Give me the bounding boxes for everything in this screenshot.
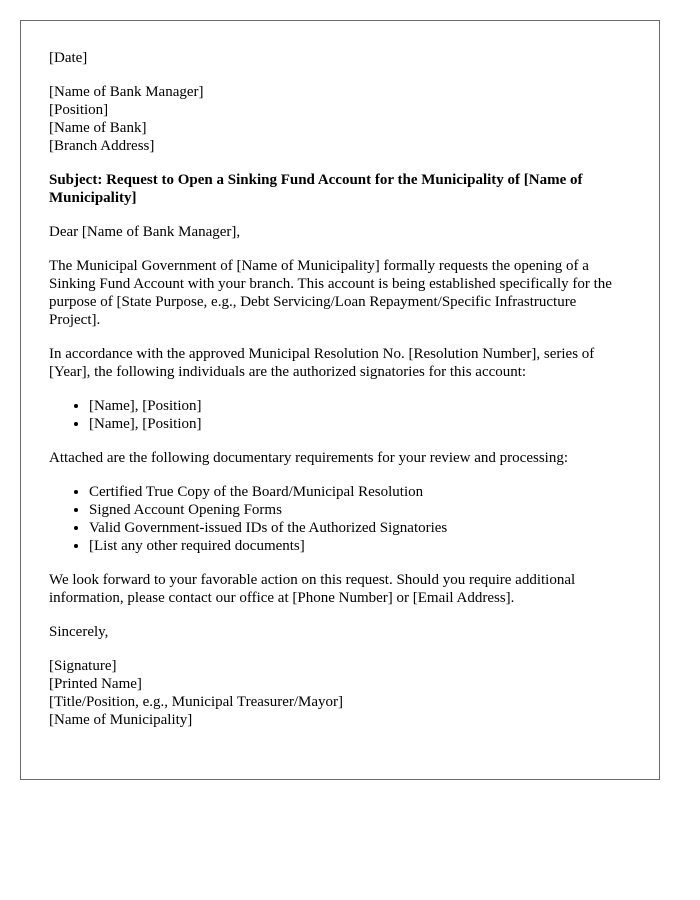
closing: Sincerely,	[49, 624, 109, 640]
recipient-position: [Position]	[49, 102, 109, 118]
signature-block	[49, 657, 631, 729]
list-item: • Certified True Copy of the Board/Municipal Resolution	[89, 483, 631, 501]
body-paragraph-1: The Municipal Government of [Name of Municipality] formally requests the opening of a Sinking Fund Account with your branch. This account is being established specifically for the purpose of [State Purpose, e.g., Debt Servicing/Loan Repayment/Specific Infrastructure Project].	[49, 258, 612, 328]
recipient-address: [Branch Address]	[49, 138, 155, 154]
list-item: • Signed Account Opening Forms	[89, 501, 631, 519]
subject-line: Subject: Request to Open a Sinking Fund Account for the Municipality of [Name of Municipality]	[49, 172, 583, 206]
list-item: • [Name], [Position]	[89, 415, 631, 433]
body-paragraph-2: In accordance with the approved Municipal Resolution No. [Resolution Number], series of [Year], the following individuals are the authorized signatories for this account:	[49, 346, 595, 380]
list-item: • [Name], [Position]	[89, 397, 631, 415]
recipient-bank: [Name of Bank]	[49, 120, 147, 136]
signature: [Signature]	[49, 658, 117, 674]
date-block	[49, 49, 631, 67]
body-paragraph-4: We look forward to your favorable action on this request. Should you require additional information, please contact our office at [Phone Number] or [Email Address].	[49, 572, 576, 606]
signer-municipality: [Name of Municipality]	[49, 712, 193, 728]
printed-name: [Printed Name]	[49, 676, 142, 692]
signatories-list	[49, 397, 631, 433]
signer-title: [Title/Position, e.g., Municipal Treasurer/Mayor]	[49, 694, 344, 710]
salutation: Dear [Name of Bank Manager],	[49, 224, 241, 240]
documents-list	[49, 483, 631, 555]
body-paragraph-3: Attached are the following documentary requirements for your review and processing:	[49, 450, 568, 466]
recipient-block	[49, 83, 631, 155]
recipient-name: [Name of Bank Manager]	[49, 84, 204, 100]
date: [Date]	[49, 50, 88, 66]
list-item: • [List any other required documents]	[89, 537, 631, 555]
list-item: • Valid Government-issued IDs of the Authorized Signatories	[89, 519, 631, 537]
letter-page	[20, 20, 660, 780]
